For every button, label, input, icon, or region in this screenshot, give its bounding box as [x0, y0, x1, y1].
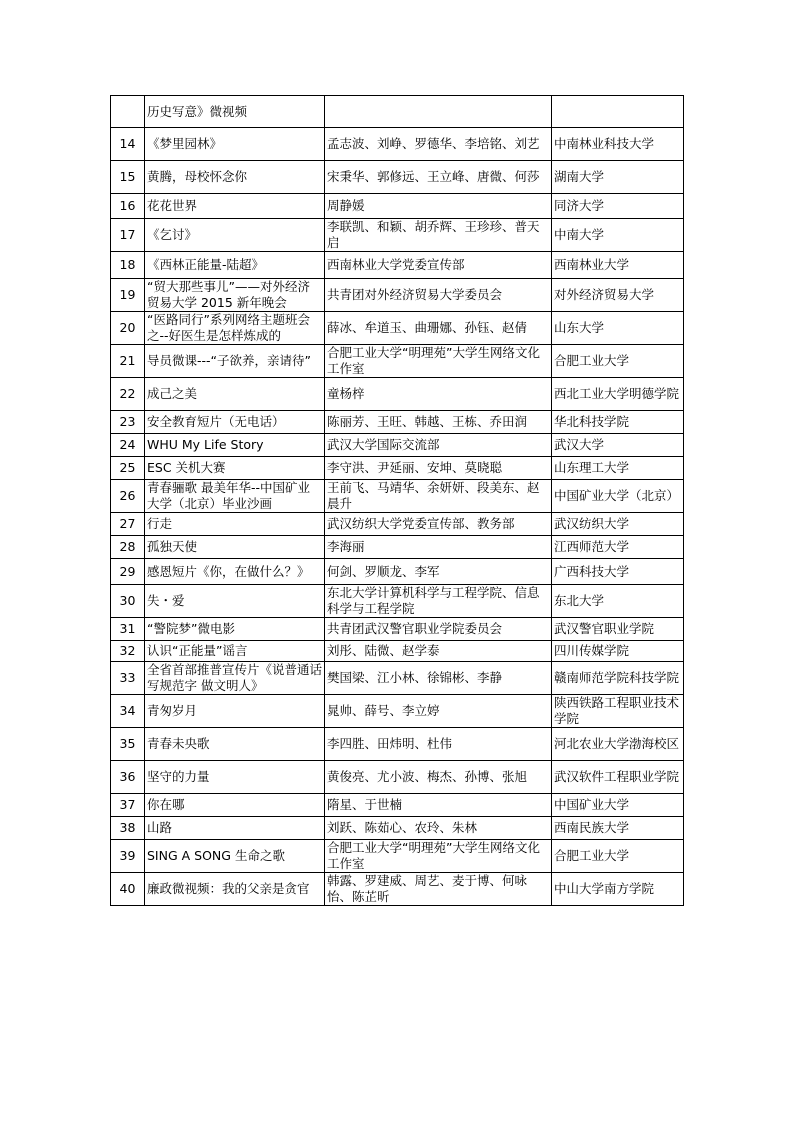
row-number: 33 — [111, 662, 145, 695]
work-authors: 陈丽芳、王旺、韩越、王栋、乔田润 — [325, 411, 552, 434]
table-row — [111, 559, 684, 585]
work-school: 中南林业科技大学 — [552, 128, 684, 161]
work-school: 华北科技学院 — [552, 411, 684, 434]
award-list-table — [110, 95, 684, 906]
work-authors: 薛冰、牟道玉、曲珊娜、孙钰、赵倩 — [325, 312, 552, 345]
table-row — [111, 161, 684, 194]
table-row — [111, 840, 684, 873]
table-row — [111, 817, 684, 840]
row-number: 35 — [111, 728, 145, 761]
work-title: 青春未央歌 — [145, 728, 325, 761]
work-title: 廉政微视频：我的父亲是贪官 — [145, 873, 325, 906]
work-title: WHU My Life Story — [145, 434, 325, 457]
table-row — [111, 794, 684, 817]
work-title: 黄腾，母校怀念你 — [145, 161, 325, 194]
work-authors: 合肥工业大学“明理苑”大学生网络文化工作室 — [325, 840, 552, 873]
work-school: 中国矿业大学（北京） — [552, 480, 684, 513]
work-title: 历史写意》微视频 — [145, 96, 325, 128]
work-title: ESC 关机大赛 — [145, 457, 325, 480]
table-row — [111, 513, 684, 536]
row-number: 23 — [111, 411, 145, 434]
work-authors: 共青团对外经济贸易大学委员会 — [325, 279, 552, 312]
table-row — [111, 585, 684, 618]
work-school: 武汉警官职业学院 — [552, 618, 684, 641]
work-title: “贸大那些事儿”——对外经济贸易大学 2015 新年晚会 — [145, 279, 325, 312]
work-school: 河北农业大学渤海校区 — [552, 728, 684, 761]
work-school: 西北工业大学明德学院 — [552, 378, 684, 411]
work-school: 西南民族大学 — [552, 817, 684, 840]
table-row — [111, 618, 684, 641]
work-title: 你在哪 — [145, 794, 325, 817]
row-number: 15 — [111, 161, 145, 194]
work-school: 山东大学 — [552, 312, 684, 345]
row-number: 25 — [111, 457, 145, 480]
work-title: 行走 — [145, 513, 325, 536]
work-school: 武汉纺织大学 — [552, 513, 684, 536]
row-number: 37 — [111, 794, 145, 817]
table-row — [111, 219, 684, 252]
work-authors: 黄俊亮、尤小波、梅杰、孙博、张旭 — [325, 761, 552, 794]
work-authors: 西南林业大学党委宣传部 — [325, 252, 552, 279]
work-school: 陕西铁路工程职业技术学院 — [552, 695, 684, 728]
work-title: 《西林正能量-陆超》 — [145, 252, 325, 279]
table-row — [111, 695, 684, 728]
work-title: 安全教育短片（无电话） — [145, 411, 325, 434]
work-authors: 李联凯、和颖、胡乔辉、王珍珍、普天启 — [325, 219, 552, 252]
row-number: 19 — [111, 279, 145, 312]
table-row — [111, 252, 684, 279]
row-number: 27 — [111, 513, 145, 536]
work-school: 同济大学 — [552, 194, 684, 219]
table-row — [111, 457, 684, 480]
work-title: SING A SONG 生命之歌 — [145, 840, 325, 873]
award-list-body — [111, 96, 684, 906]
work-authors: 何剑、罗顺龙、李军 — [325, 559, 552, 585]
work-title: 全省首部推普宣传片《说普通话 写规范字 做文明人》 — [145, 662, 325, 695]
work-authors: 合肥工业大学“明理苑”大学生网络文化工作室 — [325, 345, 552, 378]
work-authors: 王前飞、马靖华、余妍妍、段美东、赵晨升 — [325, 480, 552, 513]
work-title: 成己之美 — [145, 378, 325, 411]
row-number: 38 — [111, 817, 145, 840]
work-title: 《乞讨》 — [145, 219, 325, 252]
table-row — [111, 434, 684, 457]
work-school — [552, 96, 684, 128]
row-number: 31 — [111, 618, 145, 641]
work-authors: 孟志波、刘峥、罗德华、李培铭、刘艺 — [325, 128, 552, 161]
work-title: “医路同行”系列网络主题班会之--好医生是怎样炼成的 — [145, 312, 325, 345]
work-school: 中山大学南方学院 — [552, 873, 684, 906]
row-number: 40 — [111, 873, 145, 906]
work-school: 合肥工业大学 — [552, 840, 684, 873]
row-number: 17 — [111, 219, 145, 252]
row-number: 24 — [111, 434, 145, 457]
work-authors: 晁帅、薛号、李立婷 — [325, 695, 552, 728]
work-authors: 周静媛 — [325, 194, 552, 219]
row-number: 30 — [111, 585, 145, 618]
work-school: 山东理工大学 — [552, 457, 684, 480]
work-title: 青匆岁月 — [145, 695, 325, 728]
work-title: 花花世界 — [145, 194, 325, 219]
work-title: 《梦里园林》 — [145, 128, 325, 161]
work-authors: 刘彤、陆微、赵学泰 — [325, 641, 552, 662]
work-school: 对外经济贸易大学 — [552, 279, 684, 312]
table-row — [111, 873, 684, 906]
work-authors: 童杨梓 — [325, 378, 552, 411]
table-row — [111, 480, 684, 513]
table-row — [111, 345, 684, 378]
row-number: 34 — [111, 695, 145, 728]
work-authors: 东北大学计算机科学与工程学院、信息科学与工程学院 — [325, 585, 552, 618]
work-title: 认识“正能量”谣言 — [145, 641, 325, 662]
work-title: 孤独天使 — [145, 536, 325, 559]
row-number: 18 — [111, 252, 145, 279]
work-school: 赣南师范学院科技学院 — [552, 662, 684, 695]
work-school: 广西科技大学 — [552, 559, 684, 585]
row-number: 16 — [111, 194, 145, 219]
row-number: 29 — [111, 559, 145, 585]
row-number — [111, 96, 145, 128]
work-school: 武汉软件工程职业学院 — [552, 761, 684, 794]
row-number: 36 — [111, 761, 145, 794]
work-authors: 武汉大学国际交流部 — [325, 434, 552, 457]
work-title: 青春骊歌 最美年华--中国矿业大学（北京）毕业沙画 — [145, 480, 325, 513]
work-authors: 李守洪、尹延丽、安坤、莫晓聪 — [325, 457, 552, 480]
work-authors: 共青团武汉警官职业学院委员会 — [325, 618, 552, 641]
work-title: “警院梦”微电影 — [145, 618, 325, 641]
work-school: 武汉大学 — [552, 434, 684, 457]
row-number: 21 — [111, 345, 145, 378]
work-authors: 樊国梁、江小林、徐锦彬、李静 — [325, 662, 552, 695]
work-title: 失・爱 — [145, 585, 325, 618]
work-school: 东北大学 — [552, 585, 684, 618]
work-school: 江西师范大学 — [552, 536, 684, 559]
table-row — [111, 378, 684, 411]
row-number: 22 — [111, 378, 145, 411]
table-row — [111, 279, 684, 312]
row-number: 39 — [111, 840, 145, 873]
table-row — [111, 194, 684, 219]
work-authors: 韩露、罗建威、周艺、麦于博、何咏怡、陈芷昕 — [325, 873, 552, 906]
table-row — [111, 411, 684, 434]
work-authors: 李海丽 — [325, 536, 552, 559]
work-school: 西南林业大学 — [552, 252, 684, 279]
row-number: 20 — [111, 312, 145, 345]
row-number: 26 — [111, 480, 145, 513]
table-row — [111, 662, 684, 695]
work-school: 四川传媒学院 — [552, 641, 684, 662]
work-school: 湖南大学 — [552, 161, 684, 194]
work-authors: 李四胜、田炜明、杜伟 — [325, 728, 552, 761]
work-authors: 宋秉华、郭修远、王立峰、唐微、何莎 — [325, 161, 552, 194]
work-authors: 隋星、于世楠 — [325, 794, 552, 817]
row-number: 14 — [111, 128, 145, 161]
work-school: 中国矿业大学 — [552, 794, 684, 817]
work-school: 合肥工业大学 — [552, 345, 684, 378]
work-title: 导员微课---“子欲养，亲请待” — [145, 345, 325, 378]
table-row — [111, 641, 684, 662]
table-row — [111, 96, 684, 128]
table-row — [111, 312, 684, 345]
work-school: 中南大学 — [552, 219, 684, 252]
work-authors — [325, 96, 552, 128]
table-row — [111, 536, 684, 559]
table-row — [111, 728, 684, 761]
work-authors: 刘跃、陈茹心、农玲、朱林 — [325, 817, 552, 840]
work-title: 坚守的力量 — [145, 761, 325, 794]
row-number: 32 — [111, 641, 145, 662]
table-row — [111, 128, 684, 161]
row-number: 28 — [111, 536, 145, 559]
work-authors: 武汉纺织大学党委宣传部、教务部 — [325, 513, 552, 536]
work-title: 山路 — [145, 817, 325, 840]
table-row — [111, 761, 684, 794]
work-title: 感恩短片《你，在做什么？》 — [145, 559, 325, 585]
